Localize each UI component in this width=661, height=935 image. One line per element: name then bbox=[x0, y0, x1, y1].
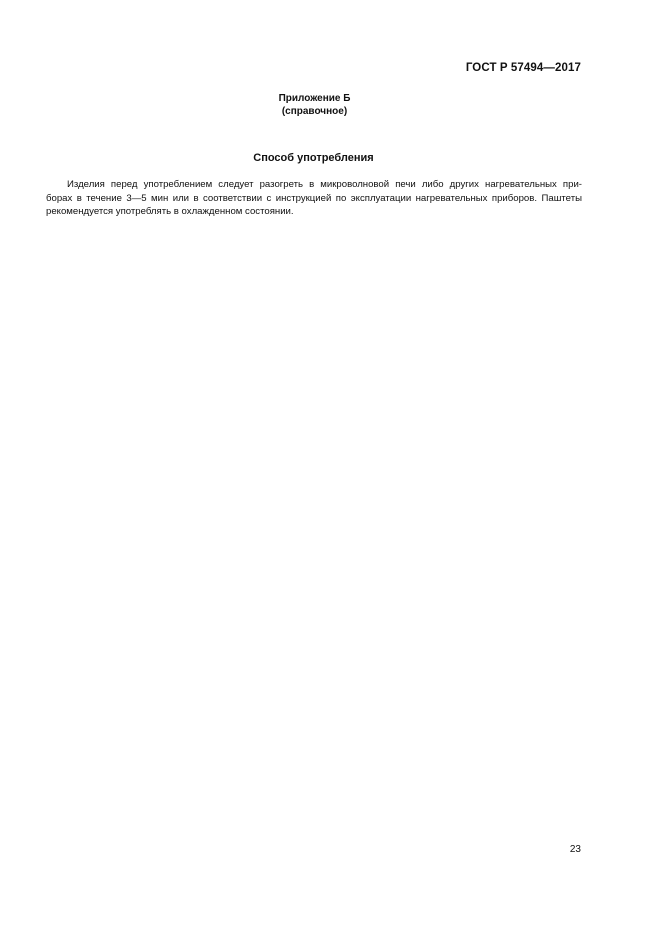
paragraph-line-2: борах в течение 3—5 мин или в соответствии с инструкцией по эксплуатации нагревательных приборов. Паштеты bbox=[46, 192, 582, 204]
paragraph-line-1: Изделия перед употреблением следует разогреть в микроволновой печи либо других нагревательных при- bbox=[67, 179, 582, 190]
standard-code: ГОСТ Р 57494—2017 bbox=[465, 62, 581, 74]
page-number: 23 bbox=[569, 844, 581, 855]
appendix-title: Приложение Б bbox=[278, 93, 351, 104]
section-title-wrapper bbox=[0, 152, 661, 164]
paragraph-line-3: рекомендуется употреблять в охлажденном состоянии. bbox=[46, 206, 294, 217]
appendix-subtitle: (справочное) bbox=[281, 106, 348, 117]
appendix-heading bbox=[0, 92, 661, 118]
section-title: Способ употребления bbox=[253, 152, 374, 164]
paragraph bbox=[46, 178, 582, 219]
